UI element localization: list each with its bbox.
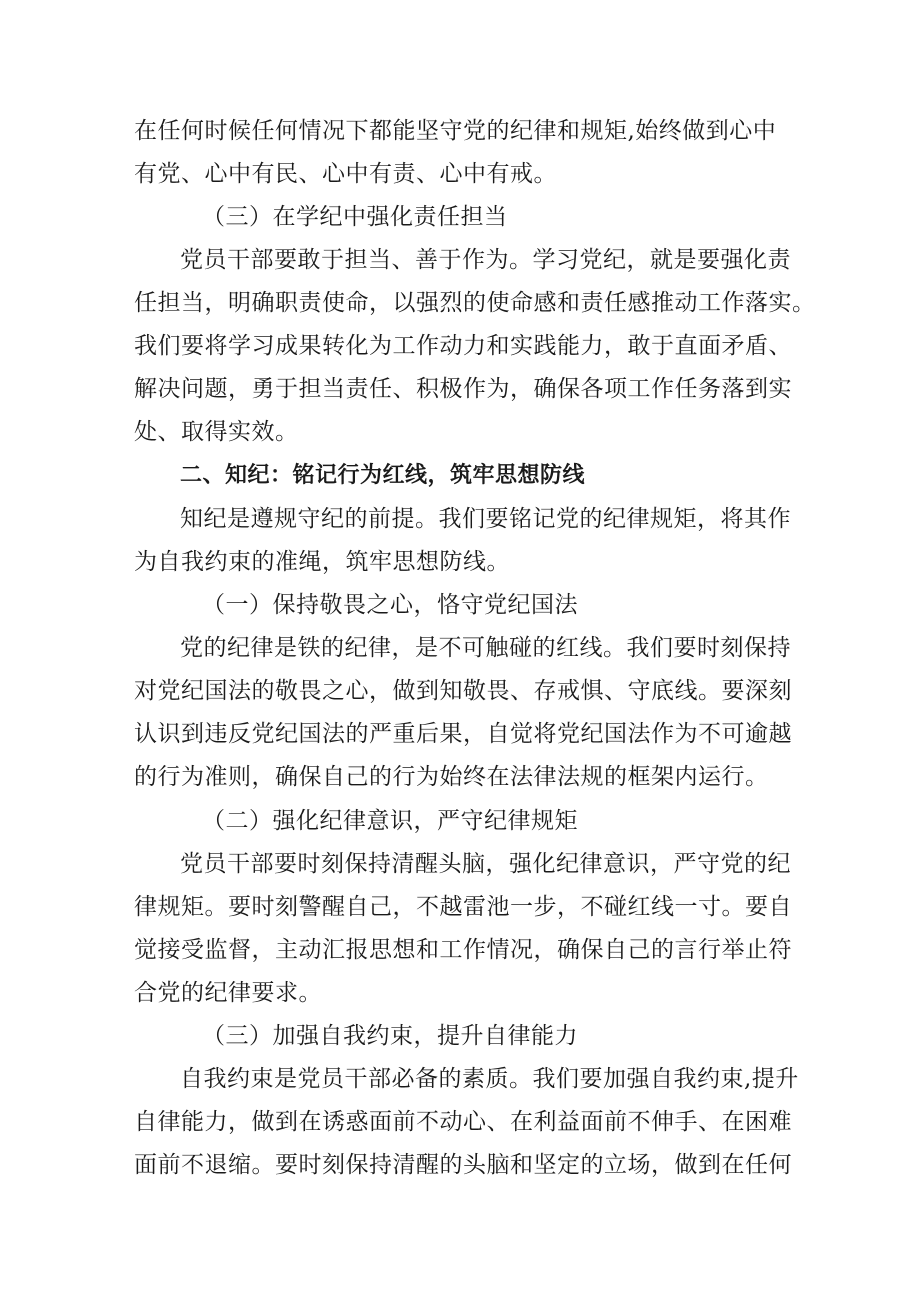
paragraph-start: 自我约束是党员干部必备的素质。我们要加强自我约束,提升	[180, 1066, 799, 1092]
body-text-line: 对党纪国法的敬畏之心，做到知敬畏、存戒惧、守底线。要深刻	[134, 678, 792, 704]
body-text-line: 的行为准则，确保自己的行为始终在法律法规的框架内运行。	[134, 764, 769, 790]
body-text-line: 合党的纪律要求。	[134, 980, 322, 1006]
body-text-line: 律规矩。要时刻警醒自己，不越雷池一步，不碰红线一寸。要自	[134, 894, 792, 920]
body-text-line: 为自我约束的准绳，筑牢思想防线。	[134, 549, 510, 575]
paragraph-start: 知纪是遵规守纪的前提。我们要铭记党的纪律规矩，将其作	[180, 506, 791, 532]
section-heading: （三）加强自我约束，提升自律能力	[202, 1023, 578, 1049]
paragraph-start: 党员干部要时刻保持清醒头脑，强化纪律意识，严守党的纪	[180, 851, 791, 877]
section-heading: （一）保持敬畏之心，恪守党纪国法	[202, 592, 578, 618]
body-text-line: 认识到违反党纪国法的严重后果，自觉将党纪国法作为不可逾越	[134, 721, 792, 747]
body-text-line: 处、取得实效。	[134, 419, 299, 445]
paragraph-start: 党的纪律是铁的纪律，是不可触碰的红线。我们要时刻保持	[180, 635, 791, 661]
body-text-line: 在任何时候任何情况下都能坚守党的纪律和规矩,始终做到心中	[134, 118, 777, 144]
body-text-line: 自律能力，做到在诱惑面前不动心、在利益面前不伸手、在困难	[134, 1109, 792, 1135]
section-heading: （三）在学纪中强化责任担当	[202, 204, 508, 230]
body-text-line: 有党、心中有民、心中有责、心中有戒。	[134, 161, 557, 187]
chapter-heading: 二、知纪：铭记行为红线，筑牢思想防线	[180, 463, 586, 488]
body-text-line: 我们要将学习成果转化为工作动力和实践能力，敢于直面矛盾、	[134, 333, 792, 359]
body-text-line: 面前不退缩。要时刻保持清醒的头脑和坚定的立场，做到在任何	[134, 1152, 792, 1178]
body-text-line: 任担当，明确职责使命，以强烈的使命感和责任感推动工作落实。	[134, 290, 816, 316]
section-heading: （二）强化纪律意识，严守纪律规矩	[202, 808, 578, 834]
paragraph-start: 党员干部要敢于担当、善于作为。学习党纪，就是要强化责	[180, 247, 791, 273]
body-text-line: 觉接受监督，主动汇报思想和工作情况，确保自己的言行举止符	[134, 937, 792, 963]
body-text-line: 解决问题，勇于担当责任、积极作为，确保各项工作任务落到实	[134, 376, 792, 402]
